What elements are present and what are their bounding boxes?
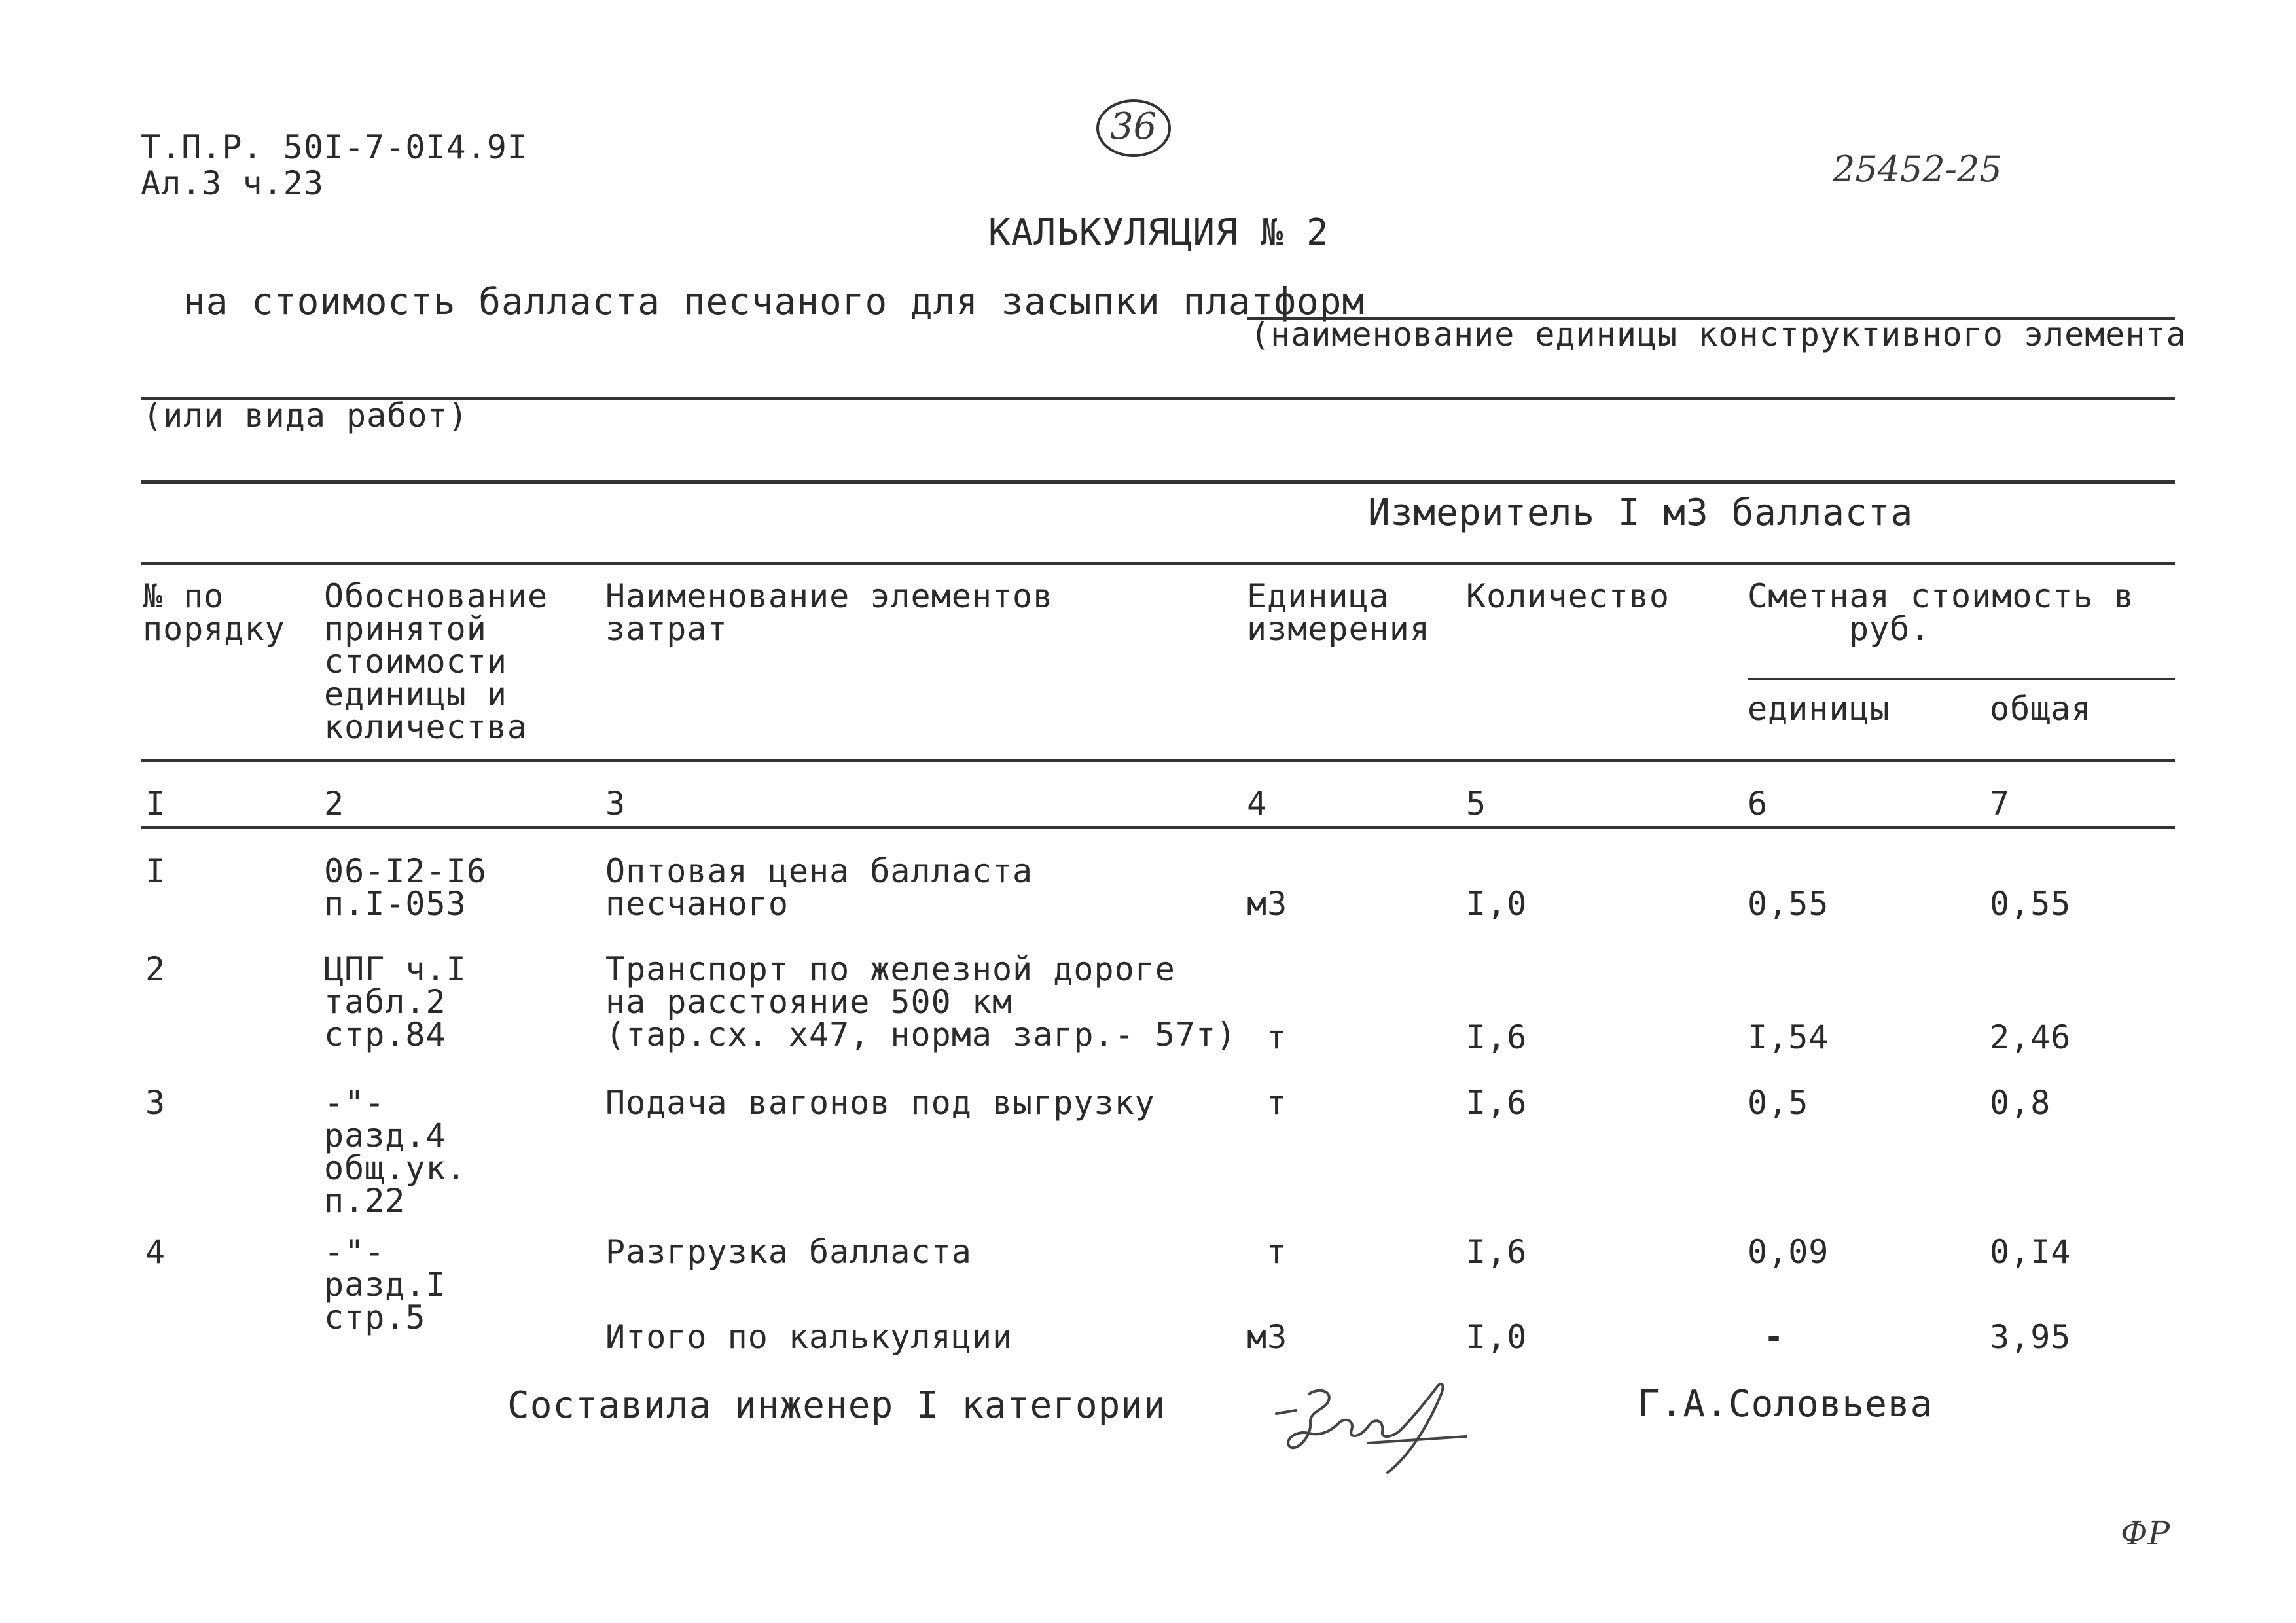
signature-icon: [1270, 1374, 1505, 1492]
subject-text: на стоимость балласта песчаного для засыпки платформ: [183, 281, 1365, 323]
row-total-price: 0,55: [1990, 885, 2072, 923]
subject-caption-2: (или вида работ): [143, 397, 469, 435]
row-basis: -"- разд.4 общ.ук. п.22: [324, 1084, 467, 1220]
row-name: Оптовая цена балласта песчаного: [605, 852, 1033, 923]
compiler-name: Г.А.Соловьева: [1638, 1383, 1933, 1425]
column-number: 6: [1748, 785, 1768, 823]
header-col-name: Наименование элементов затрат: [605, 577, 1054, 648]
cost-subheader-rule: [1748, 678, 2175, 680]
row-unit-price: 0,09: [1748, 1233, 1829, 1271]
row-unit: т: [1266, 1084, 1287, 1122]
measure-unit: Измеритель I м3 балласта: [1368, 491, 1914, 534]
column-number: 7: [1990, 785, 2011, 823]
header-col-total-price: общая: [1990, 690, 2092, 728]
column-number: 5: [1466, 785, 1487, 823]
row-unit-price: 0,55: [1748, 885, 1829, 923]
row-total-price: 0,I4: [1990, 1233, 2072, 1271]
header-col-qty: Количество: [1466, 577, 1670, 615]
column-number: I: [145, 785, 166, 823]
header-col-basis: Обоснование принятой стоимости единицы и количества: [324, 577, 548, 746]
column-number: 3: [605, 785, 626, 823]
row-number: 3: [145, 1084, 166, 1122]
subject-caption: (наименование единицы конструктивного элемента: [1250, 315, 2187, 353]
page-number: 36: [1110, 105, 1157, 148]
row-basis: -"- разд.I стр.5: [324, 1233, 446, 1336]
column-number-rule: [141, 826, 2175, 829]
row-total-price: 2,46: [1990, 1018, 2072, 1056]
header-col-number: № по порядку: [143, 577, 285, 648]
total-qty: I,0: [1466, 1318, 1528, 1356]
header-col-cost: Сметная стоимость в руб.: [1748, 577, 2134, 648]
row-unit-price: I,54: [1748, 1018, 1829, 1056]
row-name: Транспорт по железной дороге на расстояние 500 км (тар.сх. х47, норма загр.- 57т): [605, 950, 1237, 1054]
initials: ФР: [2121, 1514, 2170, 1552]
row-unit: т: [1266, 1018, 1287, 1056]
row-qty: I,0: [1466, 885, 1528, 923]
header-col-unit-price: единицы: [1748, 690, 1890, 728]
row-basis: 06-I2-I6 п.I-053: [324, 852, 487, 923]
column-number: 4: [1247, 785, 1268, 823]
total-unit-price: -: [1764, 1318, 1785, 1356]
table-top-rule: [141, 562, 2175, 565]
column-number: 2: [324, 785, 345, 823]
total-unit: м3: [1247, 1318, 1288, 1356]
doc-code-line1: Т.П.Р. 50I-7-0I4.9I: [141, 128, 528, 166]
row-qty: I,6: [1466, 1233, 1528, 1271]
total-label: Итого по калькуляции: [605, 1318, 1013, 1356]
page-number-stamp: [1094, 97, 1173, 160]
divider-line: [141, 480, 2175, 484]
row-qty: I,6: [1466, 1018, 1528, 1056]
row-number: I: [145, 852, 166, 890]
row-unit: м3: [1247, 885, 1288, 923]
header-col-unit: Единица измерения: [1247, 577, 1430, 648]
row-unit-price: 0,5: [1748, 1084, 1809, 1122]
header-bottom-rule: [141, 759, 2175, 762]
compiled-by: Составила инженер I категории: [507, 1384, 1166, 1427]
row-unit: т: [1266, 1233, 1287, 1271]
total-price: 3,95: [1990, 1318, 2072, 1356]
row-number: 2: [145, 950, 166, 988]
page-title: КАЛЬКУЛЯЦИЯ № 2: [988, 211, 1329, 254]
signature: [1270, 1374, 1505, 1492]
archive-number: 25452-25: [1833, 149, 2002, 190]
row-total-price: 0,8: [1990, 1084, 2051, 1122]
row-basis: ЦПГ ч.I табл.2 стр.84: [324, 950, 467, 1054]
row-name: Разгрузка балласта: [605, 1233, 972, 1271]
row-number: 4: [145, 1233, 166, 1271]
row-name: Подача вагонов под выгрузку: [605, 1084, 1155, 1122]
doc-code-line2: Ал.3 ч.23: [141, 164, 324, 202]
row-qty: I,6: [1466, 1084, 1528, 1122]
